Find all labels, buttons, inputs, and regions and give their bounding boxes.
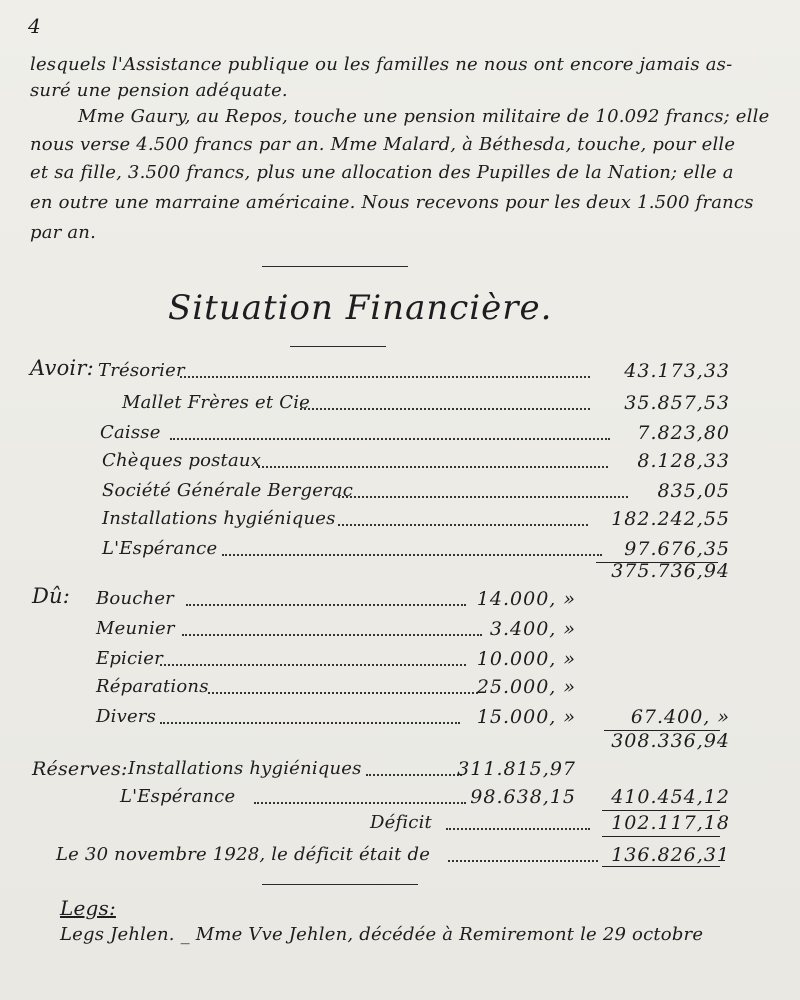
leader-dots xyxy=(208,676,478,694)
avoir-row xyxy=(0,448,800,474)
avoir-item-amount: 7.823,80 xyxy=(637,422,730,444)
separator-rule xyxy=(262,266,408,267)
sum-line-double xyxy=(602,866,720,867)
previous-deficit-amount: 136.826,31 xyxy=(611,844,730,866)
paragraph-line: et sa fille, 3.500 francs, plus une allocation des Pupilles de la Nation; elle a xyxy=(30,162,734,183)
avoir-item-amount: 8.128,33 xyxy=(637,450,730,472)
title-underline xyxy=(290,346,386,347)
leader-dots xyxy=(448,844,598,862)
avoir-item-label: Mallet Frères et Cie xyxy=(122,392,311,413)
du-item-label: Boucher xyxy=(96,588,174,609)
reserves-heading: Réserves: xyxy=(32,758,128,780)
du-row xyxy=(0,616,800,642)
leader-dots xyxy=(182,618,482,636)
reserves-item-amount: 311.815,97 xyxy=(457,758,576,780)
reserves-row xyxy=(0,756,800,782)
section-title: Situation Financière. xyxy=(168,288,553,328)
paragraph-line: en outre une marraine américaine. Nous recevons pour les deux 1.500 francs xyxy=(30,192,754,213)
avoir-item-label: L'Espérance xyxy=(102,538,218,559)
avoir-item-label: Chèques postaux xyxy=(102,450,262,471)
du-balance-row xyxy=(0,728,800,754)
du-item-amount: 25.000, » xyxy=(476,676,576,698)
avoir-item-label: Trésorier xyxy=(98,360,185,381)
reserves-item-label: L'Espérance xyxy=(120,786,236,807)
du-item-label: Epicier xyxy=(96,648,163,669)
balance-after-du: 308.336,94 xyxy=(611,730,730,752)
avoir-item-amount: 97.676,35 xyxy=(624,538,730,560)
reserves-item-amount: 98.638,15 xyxy=(470,786,576,808)
reserves-total: 410.454,12 xyxy=(611,786,730,808)
du-item-label: Divers xyxy=(96,706,157,727)
avoir-item-amount: 35.857,53 xyxy=(624,392,730,414)
avoir-item-amount: 43.173,33 xyxy=(624,360,730,382)
leader-dots xyxy=(338,480,628,498)
du-item-amount: 3.400, » xyxy=(489,618,576,640)
avoir-row xyxy=(0,390,800,416)
legs-heading: Legs: xyxy=(60,896,116,920)
leader-dots xyxy=(170,422,610,440)
avoir-item-label: Caisse xyxy=(100,422,161,443)
avoir-item-label: Installations hygiéniques xyxy=(102,508,336,529)
page-number: 4 xyxy=(28,14,41,38)
avoir-item-amount: 182.242,55 xyxy=(611,508,730,530)
leader-dots xyxy=(160,648,466,666)
leader-dots xyxy=(258,450,608,468)
avoir-row xyxy=(0,358,800,384)
avoir-item-label: Société Générale Bergerac xyxy=(102,480,354,501)
avoir-row xyxy=(0,478,800,504)
du-item-amount: 14.000, » xyxy=(476,588,576,610)
leader-dots xyxy=(254,786,466,804)
leader-dots xyxy=(366,758,462,776)
deficit-label: Déficit xyxy=(370,812,432,833)
deficit-row xyxy=(0,810,800,836)
leader-dots xyxy=(180,360,590,378)
du-row xyxy=(0,646,800,672)
separator-rule xyxy=(262,884,418,885)
previous-deficit-label: Le 30 novembre 1928, le déficit était de xyxy=(56,844,431,865)
paragraph-line: par an. xyxy=(30,222,97,243)
avoir-row xyxy=(0,506,800,532)
du-total: 67.400, » xyxy=(630,706,730,728)
du-row xyxy=(0,586,800,612)
avoir-total: 375.736,94 xyxy=(611,560,730,582)
avoir-row xyxy=(0,420,800,446)
leader-dots xyxy=(160,706,460,724)
reserves-row xyxy=(0,784,800,810)
leader-dots xyxy=(300,392,590,410)
sum-line xyxy=(602,836,720,837)
du-item-label: Meunier xyxy=(96,618,175,639)
leader-dots xyxy=(338,508,588,526)
du-row xyxy=(0,704,800,730)
deficit-amount: 102.117,18 xyxy=(611,812,730,834)
legs-line: Legs Jehlen. _ Mme Vve Jehlen, décédée à Remiremont le 29 octobre xyxy=(60,924,704,945)
avoir-heading: Avoir: xyxy=(30,356,94,380)
du-heading: Dû: xyxy=(32,584,71,608)
paragraph-line: Mme Gaury, au Repos, touche une pension militaire de 10.092 francs; elle xyxy=(78,106,770,127)
du-item-amount: 15.000, » xyxy=(476,706,576,728)
leader-dots xyxy=(446,812,590,830)
paragraph-line: suré une pension adéquate. xyxy=(30,80,288,101)
du-row xyxy=(0,674,800,700)
reserves-item-label: Installations hygiéniques xyxy=(128,758,362,779)
du-item-label: Réparations xyxy=(96,676,209,697)
leader-dots xyxy=(186,588,466,606)
avoir-total-row xyxy=(0,558,800,584)
paragraph-line: nous verse 4.500 francs par an. Mme Malard, à Béthesda, touche, pour elle xyxy=(30,134,736,155)
paragraph-line: lesquels l'Assistance publique ou les familles ne nous ont encore jamais as- xyxy=(30,54,733,75)
leader-dots xyxy=(222,538,602,556)
avoir-item-amount: 835,05 xyxy=(657,480,730,502)
du-item-amount: 10.000, » xyxy=(476,648,576,670)
previous-deficit-row xyxy=(0,842,800,868)
